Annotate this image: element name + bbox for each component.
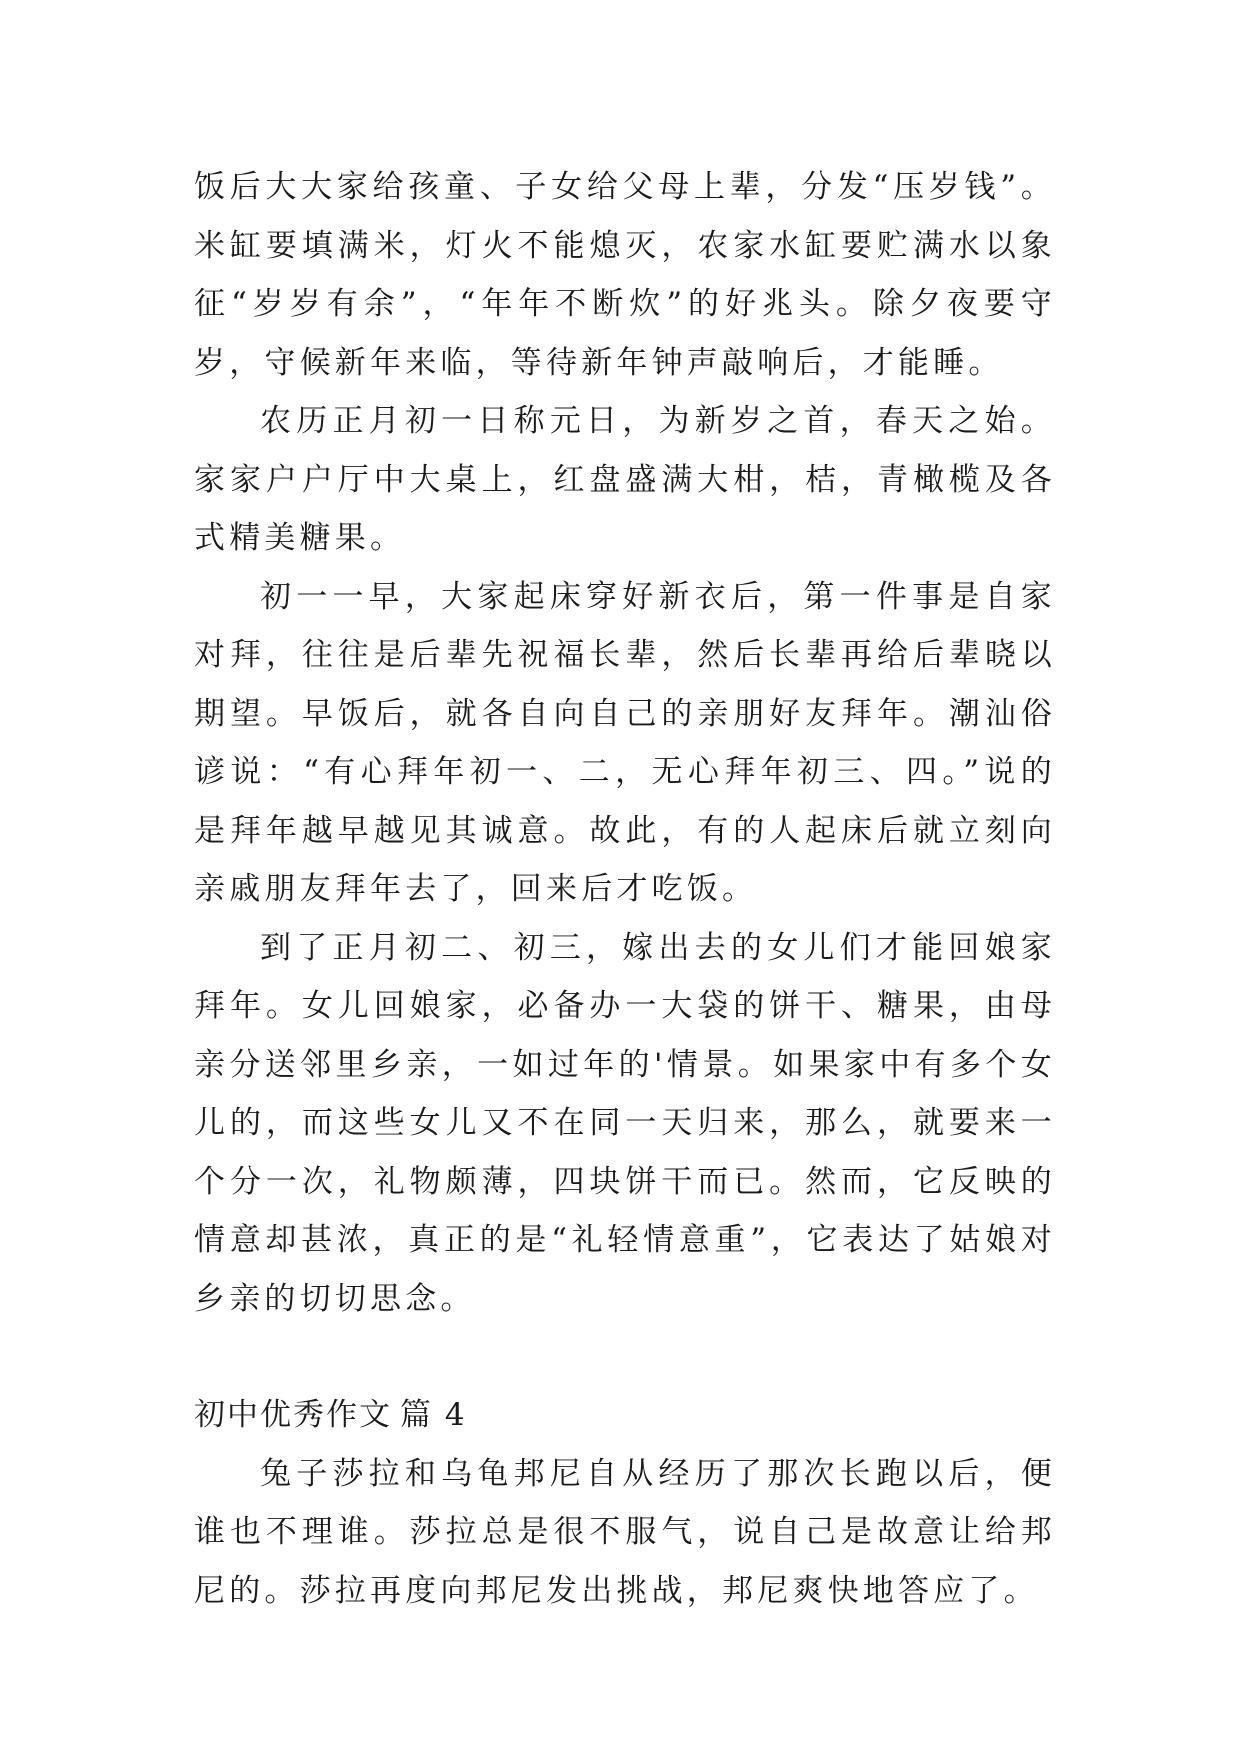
document-body — [194, 158, 1056, 1620]
paragraph-new-year-eve: 饭后大大家给孩童、子女给父母上辈，分发“压岁钱”。米缸要填满米，灯火不能熄灭，农家水缸要贮满水以象征“岁岁有余”，“年年不断炊”的好兆头。除夕夜要守岁，守候新年来临，等待新年钟声敲响后，才能睡。 — [194, 169, 1056, 381]
section-heading-part: 篇 4 — [400, 1397, 467, 1433]
paragraph-first-day: 农历正月初一日称元日，为新岁之首，春天之始。家家户户厅中大桌上，红盘盛满大柑，桔，青橄榄及各式精美糖果。 — [194, 403, 1056, 556]
paragraph-new-year-visit: 初一一早，大家起床穿好新衣后，第一件事是自家对拜，往往是后辈先祝福长辈，然后长辈再给后辈晓以期望。早饭后，就各自向自己的亲朋好友拜年。潮汕俗谚说：“有心拜年初一、二，无心拜年初三、四。”说的是拜年越早越见其诚意。故此，有的人起床后就立刻向亲戚朋友拜年去了，回来后才吃饭。 — [194, 578, 1056, 907]
section-heading — [194, 1386, 1056, 1445]
section-heading-title: 初中优秀作文 — [194, 1397, 392, 1433]
paragraph-daughters-return: 到了正月初二、初三，嫁出去的女儿们才能回娘家拜年。女儿回娘家，必备办一大袋的饼干、糖果，由母亲分送邻里乡亲，一如过年的'情景。如果家中有多个女儿的，而这些女儿又不在同一天归来，那么，就要来一个分一次，礼物颇薄，四块饼干而已。然而，它反映的情意却甚浓，真正的是“礼轻情意重”，它表达了姑娘对乡亲的切切思念。 — [194, 929, 1056, 1317]
paragraph-rabbit-tortoise: 兔子莎拉和乌龟邦尼自从经历了那次长跑以后，便谁也不理谁。莎拉总是很不服气，说自己是故意让给邦尼的。莎拉再度向邦尼发出挑战，邦尼爽快地答应了。 — [194, 1455, 1056, 1609]
